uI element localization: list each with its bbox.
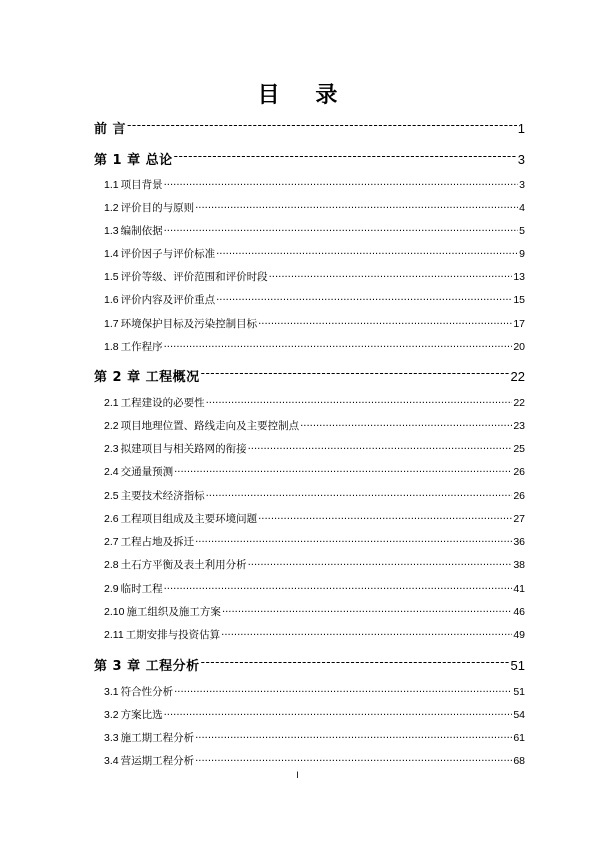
toc-section[interactable] [104,730,525,745]
toc-chapter-3[interactable] [94,655,525,674]
toc-chapter-label: 前 言 [94,122,127,137]
dash-leader [127,120,517,133]
toc-page-number: 5 [519,225,525,237]
section-number: 2.6 [104,513,119,525]
section-number: 3.2 [104,709,119,721]
toc-page-number: 23 [513,420,525,432]
toc-page-number: 61 [513,732,525,744]
section-number: 1.2 [104,202,119,214]
toc-page-number: 49 [513,629,525,641]
toc-chapter-label: 第 1 章 总论 [94,153,173,168]
toc-section[interactable] [104,488,525,503]
toc-page-number: 1 [517,121,525,136]
toc-page-number: 51 [510,658,525,673]
dot-leader [248,558,513,569]
toc-page-number: 36 [513,536,525,548]
toc-section[interactable] [104,684,525,699]
section-number: 3.4 [104,755,119,767]
section-title: 项目地理位置、路线走向及主要控制点 [120,420,300,432]
toc-page-number: 20 [513,341,525,353]
dot-leader [195,201,518,212]
toc-page-number: 13 [513,271,525,283]
section-title: 土石方平衡及表土利用分析 [120,559,247,571]
section-title: 编制依据 [120,225,163,237]
section-title: 符合性分析 [120,686,174,698]
dash-leader [174,151,517,164]
dot-leader [258,317,512,328]
toc-page-number: 22 [510,369,525,384]
toc-section[interactable] [104,200,525,215]
section-number: 1.5 [104,271,119,283]
section-title: 环境保护目标及污染控制目标 [120,318,258,330]
toc-title: 目 录 [257,83,352,108]
toc-section[interactable] [104,269,525,284]
dash-leader [201,657,510,670]
toc-page-number: 27 [513,513,525,525]
toc-page-number: 54 [513,709,525,721]
toc-chapter-preface[interactable] [94,118,525,137]
section-title: 工程项目组成及主要环境问题 [120,513,258,525]
section-number: 1.8 [104,341,119,353]
toc-section[interactable] [104,464,525,479]
dot-leader [258,512,512,523]
section-title: 拟建项目与相关路网的衔接 [120,443,247,455]
section-title: 交通量预测 [120,466,174,478]
toc-page-number: 46 [513,606,525,618]
section-title: 主要技术经济指标 [120,490,205,502]
dot-leader [300,419,512,430]
section-title: 工作程序 [120,341,163,353]
toc-chapter-label: 第 3 章 工程分析 [94,659,200,674]
toc-section[interactable] [104,557,525,572]
footer-page-number: I [296,770,299,780]
toc-page-number: 3 [517,152,525,167]
dot-leader [164,340,513,351]
toc-section[interactable] [104,511,525,526]
toc-page-number: 51 [513,686,525,698]
toc-section[interactable] [104,534,525,549]
section-title: 评价等级、评价范围和评价时段 [120,271,268,283]
dot-leader [269,270,513,281]
toc-section[interactable] [104,223,525,238]
toc-page-number: 9 [519,248,525,260]
toc-section[interactable] [104,581,525,596]
toc-section[interactable] [104,604,525,619]
dot-leader [174,465,512,476]
dot-leader [206,396,513,407]
section-title: 工程建设的必要性 [120,397,205,409]
toc-page-number: 41 [513,583,525,595]
section-number: 1.4 [104,248,119,260]
section-number: 2.3 [104,443,119,455]
section-title: 评价内容及评价重点 [120,294,216,306]
toc-chapter-2[interactable] [94,366,525,385]
toc-page-number: 3 [519,179,525,191]
toc-page-number: 25 [513,443,525,455]
section-number: 1.7 [104,318,119,330]
dot-leader [216,293,512,304]
toc-page-number: 15 [513,294,525,306]
toc-section[interactable] [104,292,525,307]
toc-section[interactable] [104,441,525,456]
dot-leader [164,708,513,719]
toc-page-number: 26 [513,466,525,478]
toc-page-number: 38 [513,559,525,571]
section-number: 3.3 [104,732,119,744]
section-number: 2.5 [104,490,119,502]
toc-section[interactable] [104,316,525,331]
dot-leader [195,535,512,546]
section-title: 临时工程 [120,583,163,595]
toc-section[interactable] [104,395,525,410]
section-title: 评价目的与原则 [120,202,195,214]
dot-leader [216,247,518,258]
toc-page-number: 4 [519,202,525,214]
section-number: 1.3 [104,225,119,237]
section-title: 工期安排与投资估算 [125,629,221,641]
section-number: 2.4 [104,466,119,478]
section-title: 工程占地及拆迁 [120,536,195,548]
dot-leader [164,224,519,235]
section-title: 方案比选 [120,709,163,721]
dot-leader [206,489,513,500]
toc-section[interactable] [104,753,525,768]
dot-leader [222,605,512,616]
section-number: 1.1 [104,179,119,191]
toc-chapter-1[interactable] [94,149,525,168]
dot-leader [195,731,512,742]
dot-leader [195,754,512,765]
section-number: 2.8 [104,559,119,571]
toc-page-number: 68 [513,755,525,767]
toc-section[interactable] [104,177,525,192]
toc-section[interactable] [104,339,525,354]
toc-section[interactable] [104,707,525,722]
section-title: 施工组织及施工方案 [126,606,221,618]
section-title: 项目背景 [120,179,163,191]
section-title: 施工期工程分析 [120,732,195,744]
section-title: 营运期工程分析 [120,755,195,767]
section-title: 评价因子与评价标准 [120,248,216,260]
section-number: 2.1 [104,397,119,409]
section-number: 1.6 [104,294,119,306]
dot-leader [221,628,512,639]
toc-page-number: 17 [513,318,525,330]
toc-section[interactable] [104,246,525,261]
toc-chapter-label: 第 2 章 工程概况 [94,370,200,385]
section-number: 2.11 [104,629,124,641]
dash-leader [201,368,510,381]
dot-leader [174,685,512,696]
toc-section[interactable] [104,418,525,433]
toc-page-number: 26 [513,490,525,502]
toc-section[interactable] [104,627,525,642]
section-number: 2.7 [104,536,119,548]
section-number: 2.10 [104,606,125,618]
dot-leader [164,582,513,593]
section-number: 3.1 [104,686,119,698]
dot-leader [248,442,513,453]
toc-page-number: 22 [513,397,525,409]
section-number: 2.9 [104,583,119,595]
dot-leader [164,178,519,189]
section-number: 2.2 [104,420,119,432]
